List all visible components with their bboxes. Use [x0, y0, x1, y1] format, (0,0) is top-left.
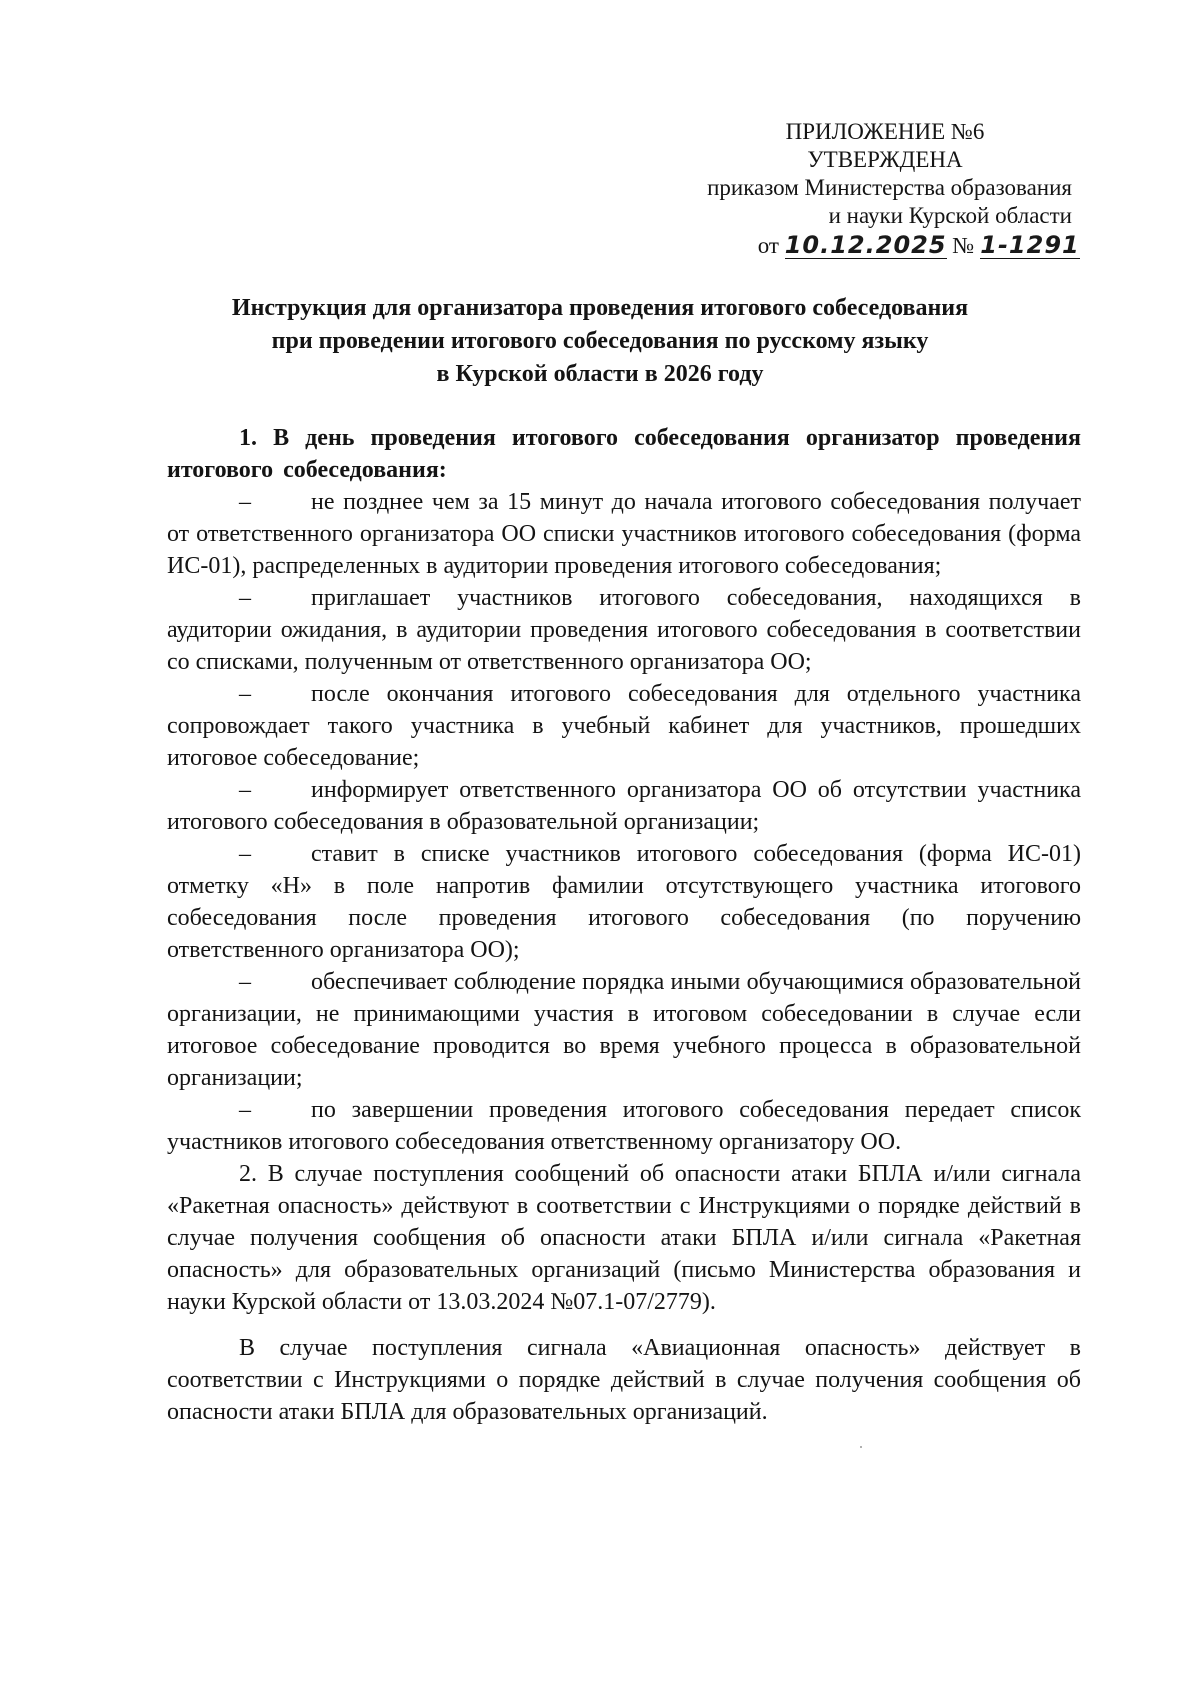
- list-item: [167, 678, 1081, 774]
- scan-speck: [860, 1446, 862, 1448]
- dash-marker: –: [239, 777, 251, 803]
- list-item-text: по завершении проведения итогового собеседования передает список участников итогового собеседования ответственному организатору ОО.: [167, 1097, 1081, 1155]
- dash-marker: –: [239, 489, 251, 515]
- list-item: [167, 582, 1081, 678]
- list-item: [167, 774, 1081, 838]
- dash-marker: –: [239, 585, 251, 611]
- title-line-2: при проведении итогового собеседования по русскому языку: [271, 328, 929, 354]
- approval-appendix-number: ПРИЛОЖЕНИЕ №6: [785, 119, 985, 144]
- list-item-text: приглашает участников итогового собеседования, находящихся в аудитории ожидания, в аудитории проведения итогового собеседования в соответствии со списками, полученным от ответственного организатора ОО;: [167, 585, 1081, 675]
- approval-order-issuer-cont: и науки Курской области: [828, 203, 1072, 228]
- list-item-text: обеспечивает соблюдение порядка иными обучающимися образовательной организации, не принимающими участия в итоговом собеседовании в случае если итоговое собеседование проводится во время учебного процесса в образовательной организации;: [167, 969, 1081, 1091]
- list-item: [167, 486, 1081, 582]
- list-item-text: не позднее чем за 15 минут до начала итогового собеседования получает от ответственного организатора ОО списки участников итогового собеседования (форма ИС-01), распределенных в аудитории проведения итогового собеседования;: [167, 489, 1081, 579]
- dash-marker: –: [239, 841, 251, 867]
- section-2-paragraph-aviation: В случае поступления сигнала «Авиационная опасность» действует в соответствии с Инструкциями о порядке действий в случае получения сообщения об опасности атаки БПЛА для образовательных организаций.: [167, 1335, 1081, 1425]
- approval-stamp-block: [680, 118, 1090, 260]
- approval-status: УТВЕРЖДЕНА: [807, 147, 963, 172]
- dash-marker: –: [239, 681, 251, 707]
- list-item-text: после окончания итогового собеседования для отдельного участника сопровождает такого участника в учебный кабинет для участников, прошедших итоговое собеседование;: [167, 681, 1081, 771]
- handwritten-order-number: 1-1291: [980, 231, 1080, 259]
- handwritten-date: 10.12.2025: [784, 231, 947, 259]
- dash-marker: –: [239, 1097, 251, 1123]
- list-item: [167, 838, 1081, 966]
- document-body: [167, 422, 1081, 1428]
- list-item-text: информирует ответственного организатора ОО об отсутствии участника итогового собеседования в образовательной организации;: [167, 777, 1081, 835]
- approval-order-date-number: [680, 232, 1090, 260]
- section-1-heading: 1. В день проведения итогового собеседования организатор проведения итогового собеседования:: [167, 425, 1081, 483]
- dash-marker: –: [239, 969, 251, 995]
- document-title: [140, 292, 1060, 391]
- title-line-3: в Курской области в 2026 году: [436, 361, 764, 387]
- title-line-1: Инструкция для организатора проведения итогового собеседования: [231, 295, 969, 321]
- approval-order-issuer: приказом Министерства образования: [707, 175, 1072, 200]
- list-item: [167, 966, 1081, 1094]
- date-prefix: от: [757, 233, 779, 258]
- list-item: [167, 1094, 1081, 1158]
- number-prefix: №: [952, 233, 975, 258]
- section-2-paragraph: 2. В случае поступления сообщений об опасности атаки БПЛА и/или сигнала «Ракетная опасность» действуют в соответствии с Инструкциями о порядке действий в случае получения сообщения об опасности атаки БПЛА и/или сигнала «Ракетная опасность» для образовательных организаций (письмо Министерства образования и науки Курской области от 13.03.2024 №07.1-07/2779).: [167, 1161, 1081, 1315]
- list-item-text: ставит в списке участников итогового собеседования (форма ИС-01) отметку «Н» в поле напротив фамилии отсутствующего участника итогового собеседования после проведения итогового собеседования (по поручению ответственного организатора ОО);: [167, 841, 1081, 963]
